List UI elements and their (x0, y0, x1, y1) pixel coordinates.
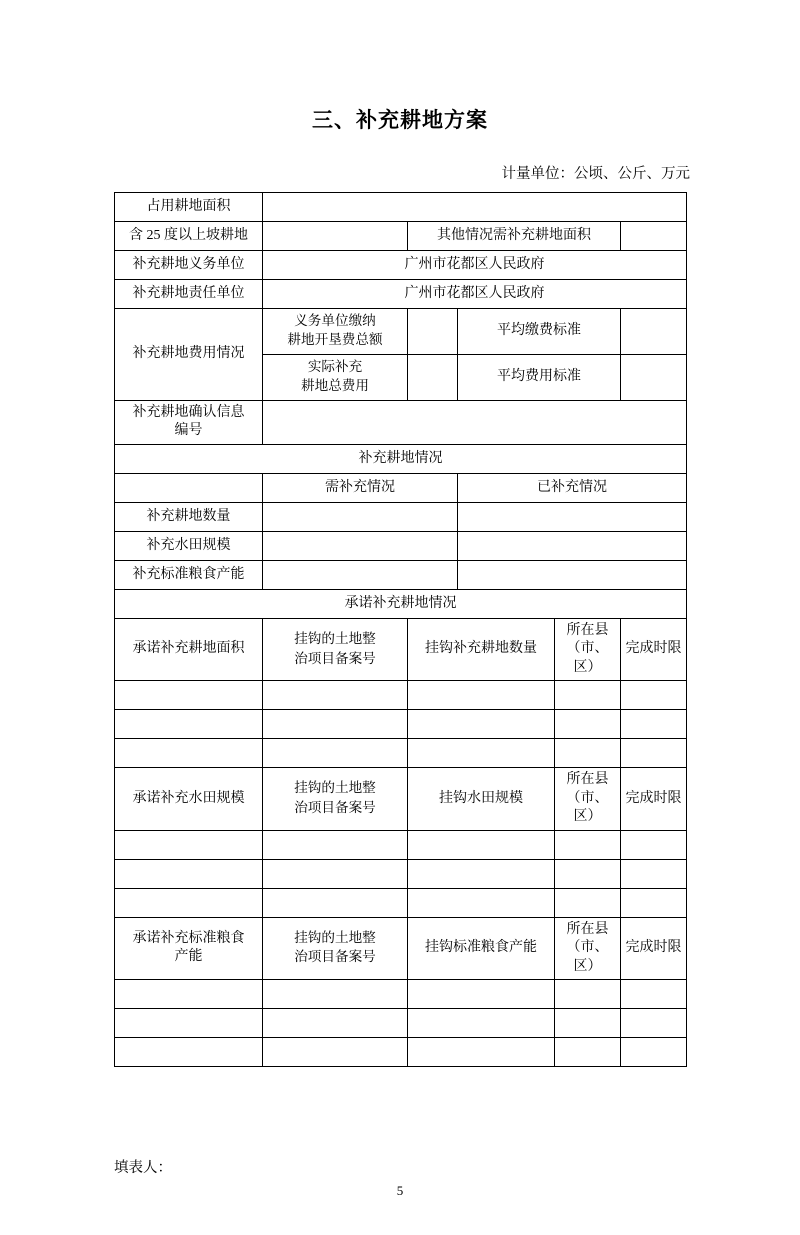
table-row (115, 980, 687, 1009)
table-row (115, 859, 687, 888)
situation-blank-corner (115, 473, 263, 502)
promise3-col1-header-line2: 产能 (174, 949, 203, 965)
promise2-col4-header: 所在县（市、区） (555, 768, 621, 830)
promise1-col3-header: 挂钩补充耕地数量 (408, 618, 555, 680)
table-row (115, 618, 687, 680)
duty-unit-reclaim-fee-value[interactable] (408, 309, 458, 355)
occupied-farmland-value[interactable] (263, 193, 687, 222)
promise1-row2-c2[interactable] (263, 710, 408, 739)
promise1-col2-header (263, 618, 408, 680)
promise3-col2-header (263, 917, 408, 979)
promise2-col2-header-line2: 治项目备案号 (294, 799, 376, 815)
table-row (115, 193, 687, 222)
table-row (115, 222, 687, 251)
promise3-col2-header-line2: 治项目备案号 (294, 949, 376, 965)
duty-unit-reclaim-fee-label (263, 309, 408, 355)
promise1-col1-header: 承诺补充耕地面积 (115, 618, 263, 680)
promise3-col1-header-line1: 承诺补充标准粮食 (132, 930, 245, 946)
document-page (0, 104, 800, 1235)
supplement-quantity-label: 补充耕地数量 (115, 502, 263, 531)
promise2-col3-header: 挂钩水田规模 (408, 768, 555, 830)
responsible-unit-value[interactable]: 广州市花都区人民政府 (263, 280, 687, 309)
promise2-row2-c4[interactable] (555, 859, 621, 888)
responsible-unit-label: 补充耕地责任单位 (115, 280, 263, 309)
table-row (115, 768, 687, 830)
promise3-row2-c4[interactable] (555, 1009, 621, 1038)
table-row (115, 681, 687, 710)
promise3-row1-c1[interactable] (115, 980, 263, 1009)
promise2-row2-c2[interactable] (263, 859, 408, 888)
table-row (115, 251, 687, 280)
promise3-row1-c5[interactable] (621, 980, 687, 1009)
table-row (115, 444, 687, 473)
average-payment-standard-value[interactable] (621, 309, 687, 355)
promise1-row1-c3[interactable] (408, 681, 555, 710)
promise3-col3-header: 挂钩标准粮食产能 (408, 917, 555, 979)
promise3-row2-c3[interactable] (408, 1009, 555, 1038)
promise1-row3-c3[interactable] (408, 739, 555, 768)
actual-supplement-fee-label-line1: 实际补充 (307, 358, 363, 374)
promise3-row1-c3[interactable] (408, 980, 555, 1009)
measure-unit-note: 计量单位：公顷、公斤、万元 (501, 166, 690, 182)
table-row (115, 739, 687, 768)
confirm-info-number-label (115, 400, 263, 444)
promise1-row1-c4[interactable] (555, 681, 621, 710)
table-row (115, 830, 687, 859)
supplement-paddy-need-value[interactable] (263, 531, 458, 560)
other-supplement-value[interactable] (621, 222, 687, 251)
promise3-row2-c1[interactable] (115, 1009, 263, 1038)
promise1-row1-c1[interactable] (115, 681, 263, 710)
promise1-row1-c2[interactable] (263, 681, 408, 710)
promise3-row2-c2[interactable] (263, 1009, 408, 1038)
promise1-row3-c1[interactable] (115, 739, 263, 768)
confirm-info-number-label-line1: 补充耕地确认信息 (132, 404, 245, 420)
table-row (115, 280, 687, 309)
supplement-capacity-done-value[interactable] (458, 560, 687, 589)
table-row (115, 560, 687, 589)
promise2-col2-header (263, 768, 408, 830)
table-row (115, 309, 687, 355)
promise1-row2-c1[interactable] (115, 710, 263, 739)
slope-farmland-value[interactable] (263, 222, 408, 251)
supplement-paddy-label: 补充水田规模 (115, 531, 263, 560)
promise1-col2-header-line1: 挂钩的土地整 (294, 631, 376, 647)
promise1-row3-c2[interactable] (263, 739, 408, 768)
promise3-row3-c4[interactable] (555, 1038, 621, 1067)
promise2-col5-header: 完成时限 (621, 768, 687, 830)
supplement-capacity-need-value[interactable] (263, 560, 458, 589)
section-promise-situation: 承诺补充耕地情况 (115, 589, 687, 618)
promise2-row2-c1[interactable] (115, 859, 263, 888)
other-supplement-label: 其他情况需补充耕地面积 (408, 222, 621, 251)
duty-unit-value[interactable]: 广州市花都区人民政府 (263, 251, 687, 280)
supplement-quantity-done-value[interactable] (458, 502, 687, 531)
promise3-row3-c3[interactable] (408, 1038, 555, 1067)
table-row (115, 888, 687, 917)
average-cost-standard-label: 平均费用标准 (458, 354, 621, 400)
promise3-row3-c2[interactable] (263, 1038, 408, 1067)
promise3-row1-c2[interactable] (263, 980, 408, 1009)
promise1-col4-header: 所在县（市、区） (555, 618, 621, 680)
actual-supplement-fee-label (263, 354, 408, 400)
promise2-row1-c3[interactable] (408, 830, 555, 859)
average-cost-standard-value[interactable] (621, 354, 687, 400)
actual-supplement-fee-label-line2: 耕地总费用 (301, 378, 369, 394)
promise3-col5-header: 完成时限 (621, 917, 687, 979)
slope-farmland-label: 含 25 度以上坡耕地 (115, 222, 263, 251)
promise2-col2-header-line1: 挂钩的土地整 (294, 780, 376, 796)
promise3-col4-header: 所在县（市、区） (555, 917, 621, 979)
confirm-info-number-label-line2: 编号 (174, 423, 203, 439)
table-row (115, 1009, 687, 1038)
confirm-info-number-value[interactable] (263, 400, 687, 444)
promise2-row3-c3[interactable] (408, 888, 555, 917)
supplement-capacity-label: 补充标准粮食产能 (115, 560, 263, 589)
promise2-row1-c1[interactable] (115, 830, 263, 859)
promise1-col2-header-line2: 治项目备案号 (294, 650, 376, 666)
promise3-col2-header-line1: 挂钩的土地整 (294, 929, 376, 945)
section-supplement-situation: 补充耕地情况 (115, 444, 687, 473)
actual-supplement-fee-value[interactable] (408, 354, 458, 400)
promise2-row3-c4[interactable] (555, 888, 621, 917)
table-row (115, 502, 687, 531)
table-row (115, 917, 687, 979)
promise2-col1-header: 承诺补充水田规模 (115, 768, 263, 830)
promise3-col1-header (115, 917, 263, 979)
promise1-row2-c3[interactable] (408, 710, 555, 739)
promise3-row3-c1[interactable] (115, 1038, 263, 1067)
table-row (115, 589, 687, 618)
duty-unit-label: 补充耕地义务单位 (115, 251, 263, 280)
average-payment-standard-label: 平均缴费标准 (458, 309, 621, 355)
table-row (115, 400, 687, 444)
promise3-row3-c5[interactable] (621, 1038, 687, 1067)
page-title: 三、补充耕地方案 (312, 108, 488, 132)
promise2-row2-c5[interactable] (621, 859, 687, 888)
occupied-farmland-label: 占用耕地面积 (115, 193, 263, 222)
promise1-row1-c5[interactable] (621, 681, 687, 710)
supplementary-farmland-form (114, 192, 687, 1067)
promise3-row2-c5[interactable] (621, 1009, 687, 1038)
table-row (115, 1038, 687, 1067)
duty-unit-reclaim-fee-label-line2: 耕地开垦费总额 (287, 332, 383, 348)
promise1-row2-c4[interactable] (555, 710, 621, 739)
promise2-row1-c5[interactable] (621, 830, 687, 859)
duty-unit-reclaim-fee-label-line1: 义务单位缴纳 (294, 313, 376, 328)
supplement-quantity-need-value[interactable] (263, 502, 458, 531)
need-supplement-header: 需补充情况 (263, 473, 458, 502)
promise1-row3-c5[interactable] (621, 739, 687, 768)
promise2-row3-c2[interactable] (263, 888, 408, 917)
promise3-row1-c4[interactable] (555, 980, 621, 1009)
fee-situation-label: 补充耕地费用情况 (115, 309, 263, 401)
supplement-paddy-done-value[interactable] (458, 531, 687, 560)
promise1-row2-c5[interactable] (621, 710, 687, 739)
promise2-row3-c1[interactable] (115, 888, 263, 917)
promise1-row3-c4[interactable] (555, 739, 621, 768)
form-filler-label: 填表人： (114, 1160, 172, 1176)
table-row (115, 473, 687, 502)
table-row (115, 531, 687, 560)
promise2-row1-c4[interactable] (555, 830, 621, 859)
promise2-row1-c2[interactable] (263, 830, 408, 859)
page-number: 5 (396, 1183, 404, 1198)
table-row (115, 710, 687, 739)
promise1-col5-header: 完成时限 (621, 618, 687, 680)
done-supplement-header: 已补充情况 (458, 473, 687, 502)
promise2-row2-c3[interactable] (408, 859, 555, 888)
promise2-row3-c5[interactable] (621, 888, 687, 917)
